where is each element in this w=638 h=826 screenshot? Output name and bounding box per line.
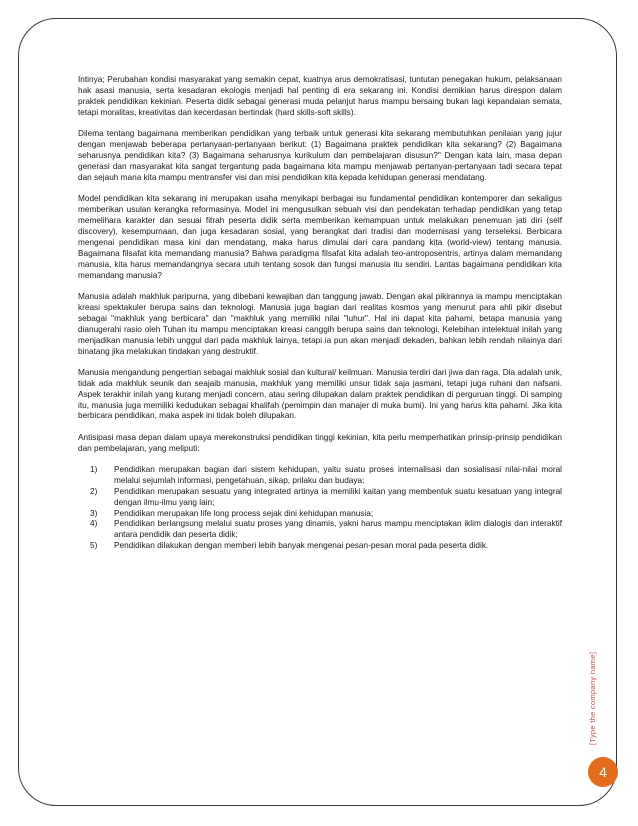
list-number: 4) xyxy=(90,519,98,529)
list-number: 3) xyxy=(90,508,98,518)
list-number: 2) xyxy=(90,486,98,496)
paragraph-anticipation: Antisipasi masa depan dalam upaya merekonstruksi pendidikan tinggi kekinian, kita perlu memperhatikan prinsip-prinsip pendidikan dan pembelajaran, yang meliputi: xyxy=(78,432,562,453)
list-item xyxy=(78,519,562,541)
list-item xyxy=(78,487,562,509)
list-item xyxy=(78,509,562,520)
list-text: Pendidikan dilakukan dengan memberi lebih banyak mengenai pesan-pesan moral pada peserta didik. xyxy=(114,541,489,551)
document-body xyxy=(78,75,562,552)
paragraph-social-being: Manusia mengandung pengertian sebagai makhluk sosial dan kultural/ keilmuan. Manusia terdiri dari jiwa dan raga. Dia adalah unik, tidak ada makhluk seunik dan seajaib manusia, makhluk yang memiliki unsur tidak saja jasmani, tetapi juga ruhani dan nafsani. Aspek terakhir inilah yang kurang menjadi concern, atau sering dilupakan dalam praktek pendidikan di perguruan tinggi. Di samping itu, manusia juga memiliki kedudukan sebagai khalifah (pemimpin dan manajer di muka bumi). Ini yang harus kita pahami. Jika kita berbicara pendidikan, maka aspek ini tidak boleh dilupakan. xyxy=(78,367,562,421)
list-text: Pendidikan merupakan life long process sejak dini kehidupan manusia; xyxy=(114,508,374,518)
paragraph-intro: Intinya; Perubahan kondisi masyarakat yang semakin cepat, kuatnya arus demokratisasi, tuntutan penegakan hukum, pelaksanaan hak asasi manusia, serta kesadaran ekologis menjadi hal penting di era sekarang ini. Kondisi demikian harus direspon dalam praktek pendidikan kekinian. Peserta didik sebagai generasi muda pelanjut harus mampu bersaing bukan lagi kepandaian semata, tetapi moralitas, kreativitas dan kecerdasan bertindak (hard skills-soft skills). xyxy=(78,75,562,117)
list-text: Pendidikan merupakan bagian dari sistem kehidupan, yaitu suatu proses internalisasi dan sosialisasi nilai-nilai moral melalui sejumlah informasi, pengetahuan, sikap, prilaku dan budaya; xyxy=(114,464,562,485)
list-number: 1) xyxy=(90,464,98,474)
paragraph-dilemma: Dilema tentang bagaimana memberikan pendidikan yang terbaik untuk generasi kita sekarang membutuhkan penilaian yang jujur dengan menjawab beberapa pertanyaan-pertanyaan berikut: (1) Bagaimana praktek pendidikan kita sekarang? (2) Bagaimana seharusnya pendidikan kita? (3) Bagaimana seharusnya kurikulum dan pembelajaran disusun?" Dengan kata lain, masa depan generasi dan masyarakat kita sangat tergantung pada bagaimana kita mampu menjawab pertanyan-pertanyaan tadi secara tepat dan sejauh mana kita mampu mentransfer visi dan misi pendidikan kita kepada kehidupan generasi mendatang. xyxy=(78,129,562,182)
list-text: Pendidikan berlangsung melalui suatu proses yang dinamis, yakni harus mampu menciptakan iklim dialogis dan interaktif antara pendidik dan peserta didik; xyxy=(114,519,562,540)
principles-list xyxy=(78,465,562,553)
list-item xyxy=(78,541,562,552)
list-text: Pendidikan merupakan sesuatu yang integrated artinya ia memiliki kaitan yang membentuk suatu kesatuan yang integral dengan ilmu-ilmu yang lain; xyxy=(114,486,562,507)
paragraph-model: Model pendidikan kita sekarang ini merupakan usaha menyikapi berbagai isu fundamental pendidikan kontemporer dan sekaligus memberikan usulan kerangka reformasinya. Model ini mengusulkan sebuah visi dan pendekatan terhadap pendidikan yang tetap memelihara karakter dan sesuai fitrah peserta didik serta memberikan kemampuan untuk melakukan penemuan jati diri (self discovery), kesempurnaan, dan juga kesadaran sosial, yang berangkat dari tradisi dan modernisasi yang terseleksi. Berbicara mengenai pendidikan masa kini dan mendatang, maka harus dimulai dari cara pandang kita (world-view) tentang manusia. Bagaimana filsafat kita memandang manusia? Bahwa paradigma filsafat kita adalah teo-antroposentris, artinya dalam memandang manusia, kita harus memandangnya secara utuh tentang sosok dan fungsi manusia itu sendiri. Lantas bagaimana pendidikan kita memandang manusia? xyxy=(78,193,562,280)
paragraph-human-nature: Manusia adalah makhluk paripurna, yang dibebani kewajiban dan tanggung jawab. Dengan akal pikirannya ia mampu menciptakan kreasi spektakuler berupa sains dan teknologi. Manusia juga bagian dari realitas kosmos yang menurut para ahli pikir disebut sebagai "makhluk yang berbicara" dan "makhluk yang memiliki nilai "luhur". Hal ini dapat kita pahami, betapa manusia yang dianugerahi rasio oleh Tuhan itu mampu menciptakan kreasi canggih berupa sains dan teknologi. Kelebihan intelektual inilah yang menjadikan manusia lebih unggul dari pada makhluk lainya, tetapi ia pun akan menjadi dekaden, bahkan lebih rendah nilainya dari binatang jika melakukan tindakan yang destruktif. xyxy=(78,291,562,356)
list-number: 5) xyxy=(90,541,98,551)
list-item xyxy=(78,465,562,487)
company-name-placeholder: [Type the company name] xyxy=(588,651,597,745)
page-number-badge: 4 xyxy=(588,757,618,787)
